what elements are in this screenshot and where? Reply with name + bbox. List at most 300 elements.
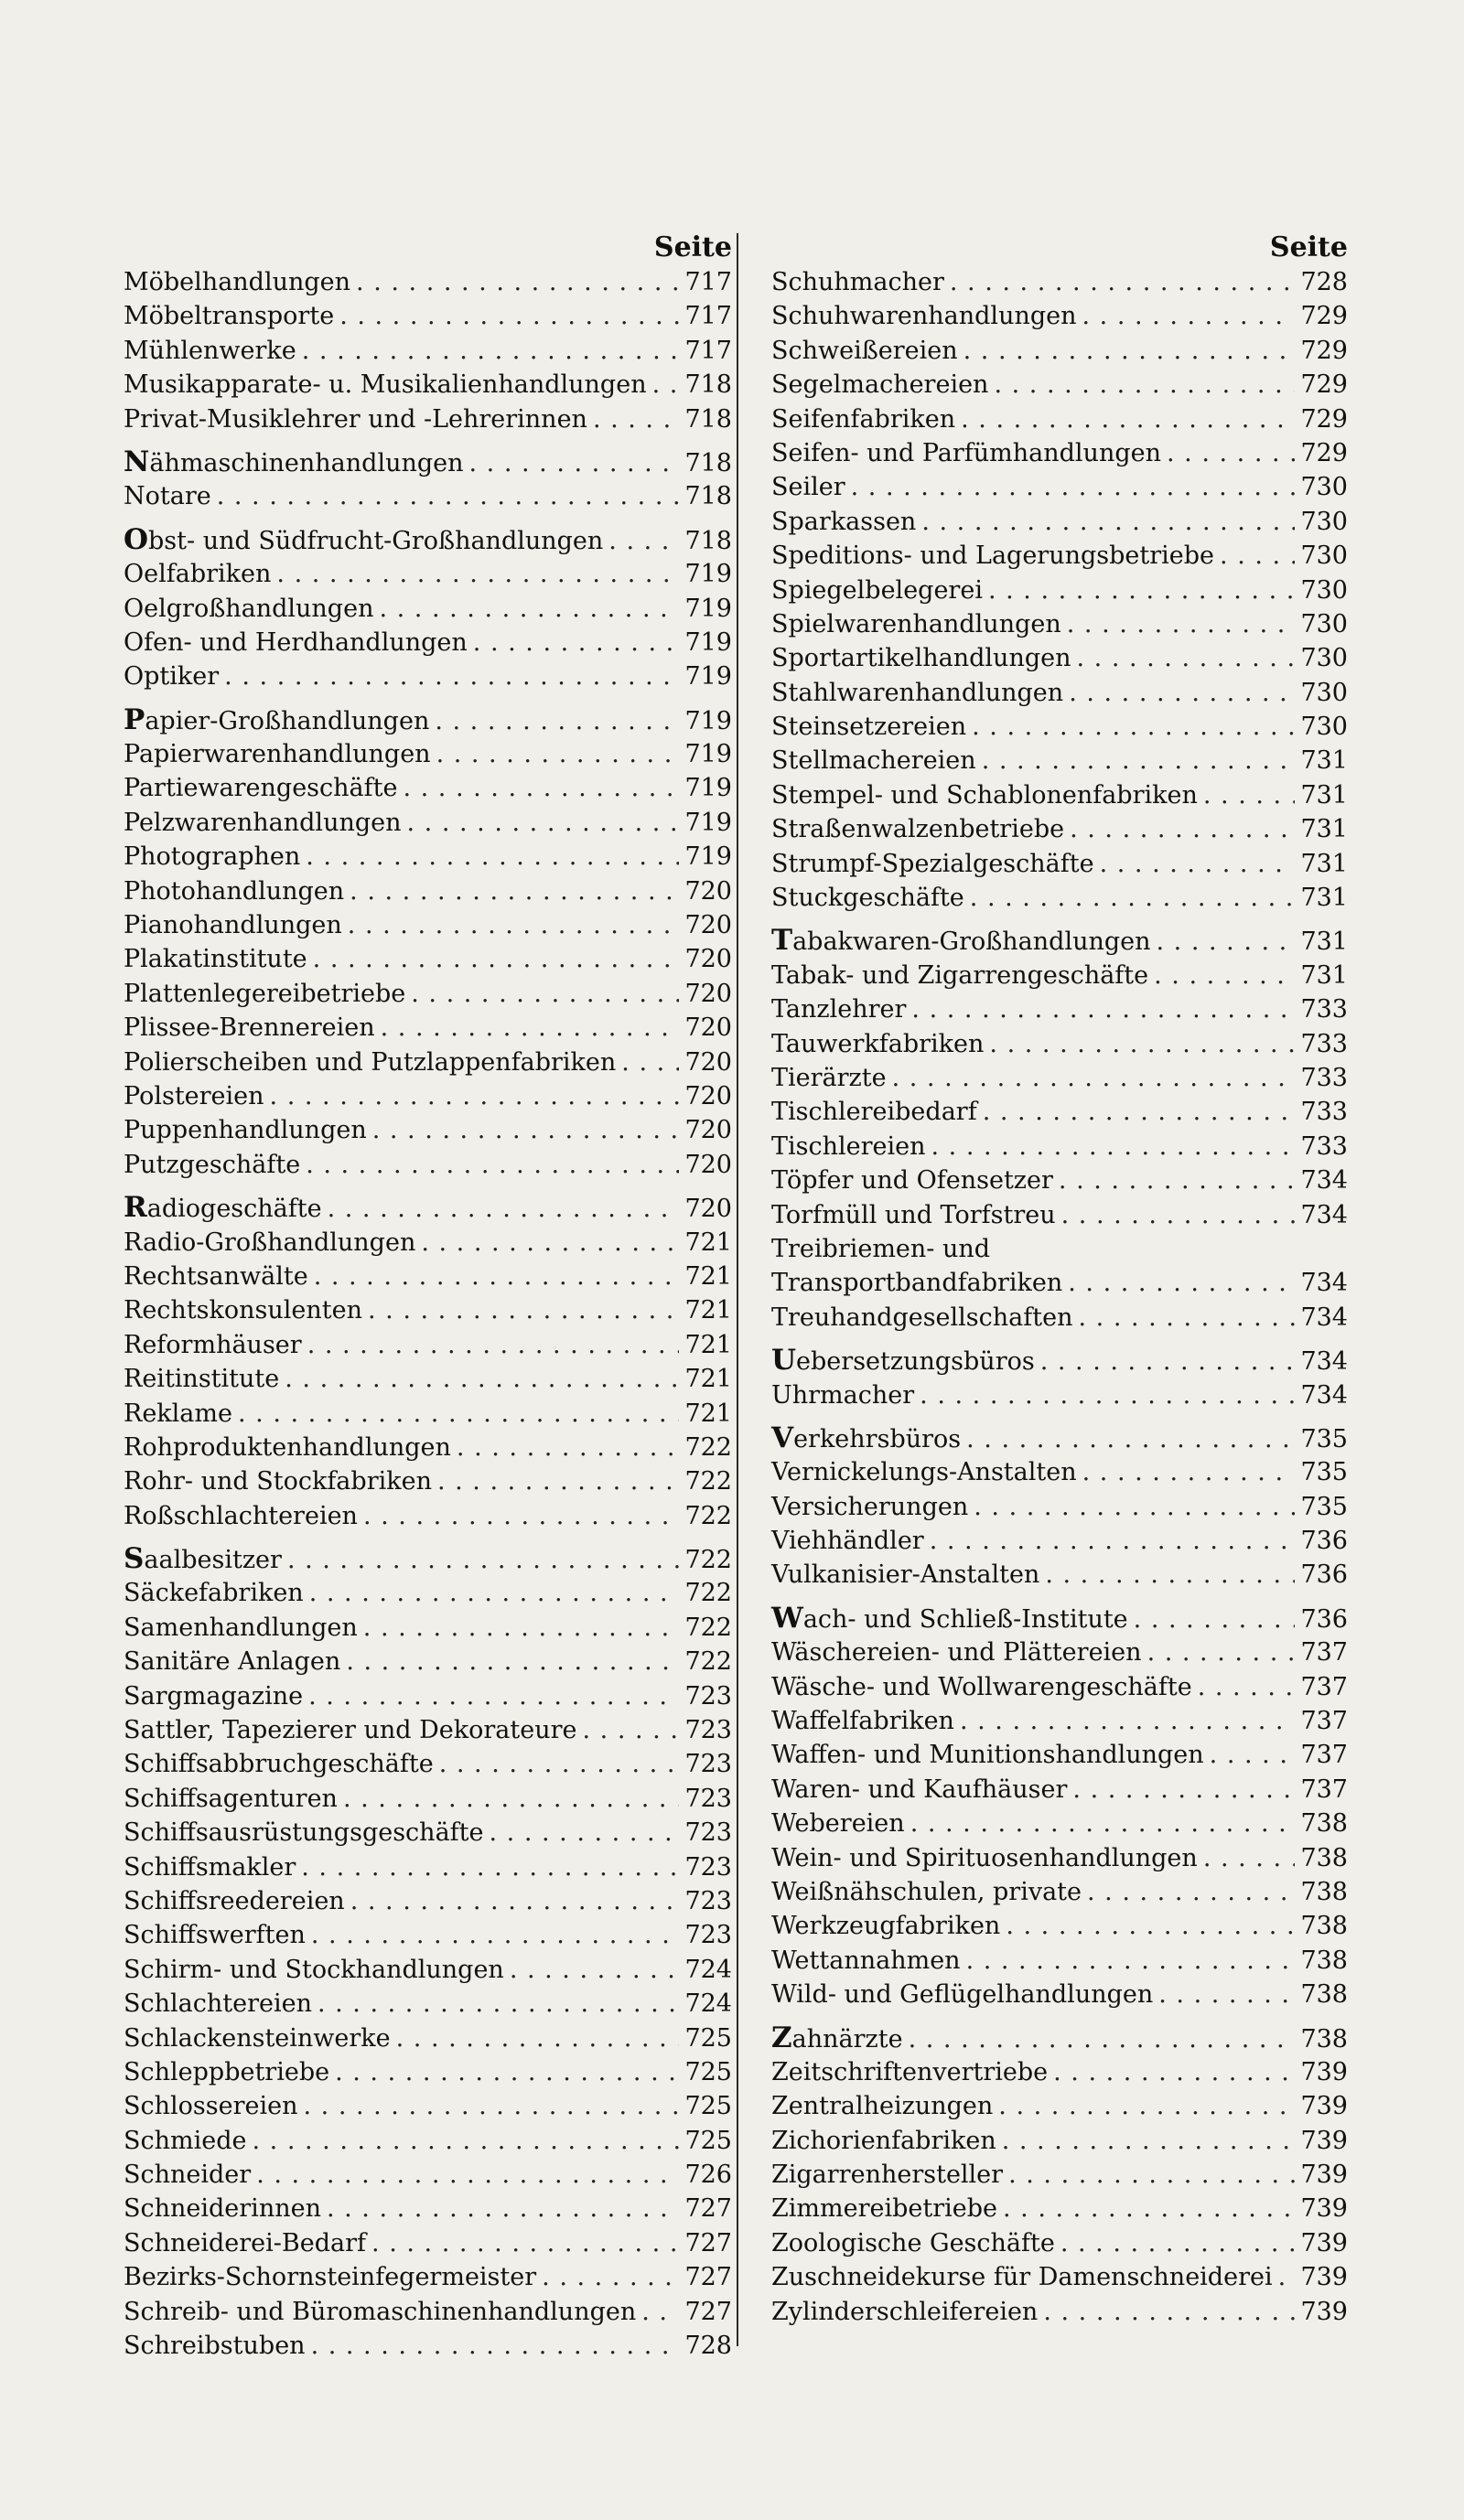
index-entry xyxy=(771,2295,1348,2329)
entry-page-number: 719 xyxy=(684,560,732,589)
dot-leader xyxy=(1167,436,1295,470)
entry-label: Schiffswerften xyxy=(124,1921,306,1950)
entry-label: Notare xyxy=(124,482,211,511)
index-entry xyxy=(771,436,1348,470)
entry-label: Uebersetzungsbüros xyxy=(771,1344,1035,1378)
entry-page-number: 721 xyxy=(684,1296,732,1325)
dot-leader xyxy=(350,874,679,908)
dot-leader xyxy=(963,334,1296,368)
dot-leader xyxy=(961,402,1295,436)
entry-page-number: 733 xyxy=(1300,1098,1348,1127)
dot-leader xyxy=(217,479,680,513)
entry-page-number: 729 xyxy=(1300,370,1348,400)
dot-leader xyxy=(363,1611,680,1645)
dot-leader xyxy=(1053,2055,1295,2089)
entry-label: Nähmaschinenhandlungen xyxy=(124,445,464,478)
entry-label: Schiffsagenturen xyxy=(124,1784,338,1813)
entry-label: Schirm- und Stockhandlungen xyxy=(124,1955,504,1984)
index-entry xyxy=(771,1301,1348,1335)
index-entry xyxy=(771,402,1348,436)
entry-page-number: 735 xyxy=(1300,1458,1348,1487)
dot-leader xyxy=(1068,1266,1295,1300)
dot-leader xyxy=(1158,1978,1295,2011)
entry-page-number: 733 xyxy=(1300,1131,1348,1161)
entry-label: Seifenfabriken xyxy=(771,404,956,434)
dot-leader xyxy=(1210,1738,1296,1772)
dot-leader xyxy=(892,1061,1296,1095)
dot-leader xyxy=(421,1226,679,1260)
entry-page-number: 720 xyxy=(684,979,732,1008)
index-entry xyxy=(124,2260,732,2294)
index-entry xyxy=(771,1344,1348,1378)
dot-leader xyxy=(1082,1455,1296,1489)
dot-leader xyxy=(343,1782,680,1816)
index-entry xyxy=(124,1148,732,1182)
entry-label: Seiler xyxy=(771,473,845,502)
entry-page-number: 738 xyxy=(1300,1980,1348,2010)
entry-label: Transportbandfabriken xyxy=(771,1269,1063,1298)
index-entry xyxy=(124,1011,732,1045)
entry-label: Putzgeschäfte xyxy=(124,1150,301,1179)
entry-label: Zeitschriftenvertriebe xyxy=(771,2057,1049,2086)
entry-page-number: 733 xyxy=(1300,1029,1348,1058)
index-entry xyxy=(771,1266,1348,1300)
entry-page-number: 735 xyxy=(1300,1424,1348,1453)
entry-label: Musikapparate- u. Musikalienhandlungen xyxy=(124,370,647,400)
dot-leader xyxy=(1069,676,1295,710)
dot-leader xyxy=(542,2260,679,2294)
entry-label: Stempel- und Schablonenfabriken xyxy=(771,780,1198,810)
index-entry xyxy=(771,505,1348,539)
dot-leader xyxy=(435,704,679,738)
entry-label: Strumpf-Spezialgeschäfte xyxy=(771,849,1094,878)
entry-label: Polstereien xyxy=(124,1081,264,1110)
entry-page-number: 734 xyxy=(1300,1347,1348,1377)
dot-leader xyxy=(1006,1909,1295,1943)
entry-label: Schiffsausrüstungsgeschäfte xyxy=(124,1818,484,1848)
index-entry xyxy=(771,2089,1348,2123)
entry-page-number: 737 xyxy=(1300,1707,1348,1736)
entry-label: Photographen xyxy=(124,842,301,872)
entry-page-number: 725 xyxy=(684,2092,732,2121)
index-entry xyxy=(124,1850,732,1884)
index-entry xyxy=(771,265,1348,299)
entry-label: Seifen- und Parfümhandlungen xyxy=(771,438,1161,467)
entry-label: Vulkanisier-Anstalten xyxy=(771,1560,1040,1590)
entry-page-number: 739 xyxy=(1300,2126,1348,2155)
entry-page-number: 725 xyxy=(684,2023,732,2053)
index-entry xyxy=(124,1464,732,1498)
entry-page-number: 718 xyxy=(684,526,732,555)
index-entry xyxy=(771,2226,1348,2260)
dot-leader xyxy=(403,771,679,805)
entry-page-number: 720 xyxy=(684,911,732,940)
dot-leader xyxy=(988,574,1296,607)
entry-page-number: 735 xyxy=(1300,1492,1348,1521)
entry-page-number: 730 xyxy=(1300,575,1348,605)
entry-page-number: 734 xyxy=(1300,1303,1348,1332)
entry-label: Plattenlegereibetriebe xyxy=(124,979,406,1008)
page-column-header: Seite xyxy=(653,231,732,263)
dot-leader xyxy=(469,446,680,480)
dot-leader xyxy=(909,2022,1296,2056)
index-entry xyxy=(771,1558,1348,1592)
dot-leader xyxy=(998,2089,1295,2123)
entry-page-number: 718 xyxy=(684,482,732,511)
index-entry xyxy=(124,1397,732,1431)
entry-label: Stellmachereien xyxy=(771,746,976,776)
entry-page-number: 720 xyxy=(684,1013,732,1043)
dot-leader xyxy=(910,1807,1296,1840)
entry-page-number: 719 xyxy=(684,774,732,803)
entry-label: Oelfabriken xyxy=(124,560,272,589)
entry-label: Radio-Großhandlungen xyxy=(124,1228,416,1257)
index-entry xyxy=(771,1602,1348,1635)
index-entry xyxy=(771,1095,1348,1129)
dot-leader xyxy=(437,1464,679,1498)
index-entry xyxy=(124,2158,732,2192)
index-entry xyxy=(124,2226,732,2260)
entry-page-number: 725 xyxy=(684,2057,732,2086)
entry-page-number: 731 xyxy=(1300,928,1348,957)
entry-page-number: 737 xyxy=(1300,1775,1348,1804)
index-entry xyxy=(771,1738,1348,1772)
index-entry xyxy=(771,1909,1348,1943)
entry-page-number: 720 xyxy=(684,876,732,906)
entry-page-number: 731 xyxy=(1300,746,1348,776)
dot-leader xyxy=(1203,1841,1296,1875)
dot-leader xyxy=(1002,2124,1296,2158)
index-entry xyxy=(771,299,1348,333)
entry-page-number: 731 xyxy=(1300,849,1348,878)
entry-label: Photohandlungen xyxy=(124,876,345,906)
entry-page-number: 739 xyxy=(1300,2194,1348,2224)
entry-label: Zigarrenhersteller xyxy=(771,2161,1004,2190)
dot-leader xyxy=(276,557,679,591)
index-entry xyxy=(771,1773,1348,1807)
entry-page-number: 727 xyxy=(684,2297,732,2326)
entry-label: Rechtsanwälte xyxy=(124,1261,308,1291)
index-entry xyxy=(771,881,1348,915)
entry-label: Radiogeschäfte xyxy=(124,1191,322,1225)
entry-label: Schiffsmakler xyxy=(124,1852,296,1882)
dot-leader xyxy=(1060,2226,1296,2260)
entry-page-number: 722 xyxy=(684,1432,732,1462)
index-entry xyxy=(771,470,1348,504)
entry-page-number: 724 xyxy=(684,1955,732,1984)
entry-label: Papierwarenhandlungen xyxy=(124,740,431,769)
dot-leader xyxy=(356,265,679,299)
entry-label: Möbelhandlungen xyxy=(124,268,351,296)
entry-page-number: 738 xyxy=(1300,1877,1348,1906)
entry-page-number: 722 xyxy=(684,1579,732,1608)
entry-label: Partiewarengeschäfte xyxy=(124,774,398,803)
entry-label: Zahnärzte xyxy=(771,2021,903,2054)
dot-leader xyxy=(363,1499,680,1533)
entry-page-number: 720 xyxy=(684,1195,732,1224)
entry-page-number: 730 xyxy=(1300,609,1348,638)
entry-label: Wein- und Spirituosenhandlungen xyxy=(771,1843,1198,1872)
index-entry xyxy=(124,1079,732,1113)
entry-page-number: 736 xyxy=(1300,1604,1348,1634)
dot-leader xyxy=(510,1953,680,1987)
entry-page-number: 719 xyxy=(684,740,732,769)
dot-leader xyxy=(1061,1198,1296,1232)
entry-label: Wild- und Geflügelhandlungen xyxy=(771,1980,1154,2010)
dot-leader xyxy=(593,402,680,436)
entry-label: Säckefabriken xyxy=(124,1579,304,1608)
entry-page-number: 722 xyxy=(684,1501,732,1530)
index-entry xyxy=(771,334,1348,368)
index-entry xyxy=(771,574,1348,607)
index-entry xyxy=(124,2055,732,2089)
entry-label: Schlackensteinwerke xyxy=(124,2023,391,2053)
index-entry xyxy=(124,265,732,299)
dot-leader xyxy=(335,2055,679,2089)
entry-label: Uhrmacher xyxy=(771,1380,915,1410)
dot-leader xyxy=(1203,778,1296,812)
index-entry xyxy=(771,992,1348,1026)
index-entry xyxy=(771,368,1348,402)
index-entry xyxy=(124,1679,732,1713)
dot-leader xyxy=(1198,1670,1296,1704)
dot-leader xyxy=(1157,925,1296,959)
index-column-right xyxy=(771,231,1348,2329)
index-entry xyxy=(124,334,732,368)
index-entry xyxy=(124,2192,732,2225)
entry-page-number: 738 xyxy=(1300,1912,1348,1941)
dot-leader xyxy=(1003,2192,1295,2225)
entry-label: Spiegelbelegerei xyxy=(771,575,983,605)
entry-label: Reitinstitute xyxy=(124,1365,280,1394)
entry-page-number: 723 xyxy=(684,1784,732,1813)
entry-label: Schreib- und Büromaschinenhandlungen xyxy=(124,2297,637,2326)
entry-page-number: 721 xyxy=(684,1261,732,1291)
entry-label: Schiffsabbruchgeschäfte xyxy=(124,1750,434,1779)
index-entry xyxy=(124,1046,732,1079)
dot-leader xyxy=(1087,1875,1295,1909)
dot-leader xyxy=(381,1011,680,1045)
entry-label: Optiker xyxy=(124,662,220,692)
entry-label: Schweißereien xyxy=(771,336,958,365)
dot-leader xyxy=(287,1543,680,1577)
entry-label: Speditions- und Lagerungsbetriebe xyxy=(771,542,1215,571)
entry-label: Tanzlehrer xyxy=(771,995,907,1024)
index-entry xyxy=(124,368,732,402)
entry-page-number: 718 xyxy=(684,448,732,477)
dot-leader xyxy=(311,2329,680,2363)
index-entry xyxy=(771,1421,1348,1455)
entry-label: Möbeltransporte xyxy=(124,302,335,331)
entry-label: Webereien xyxy=(771,1809,905,1839)
entry-page-number: 724 xyxy=(684,1989,732,2019)
entry-page-number: 720 xyxy=(684,1081,732,1110)
index-entry xyxy=(124,2295,732,2329)
index-entry xyxy=(124,1953,732,1987)
index-entry xyxy=(771,1944,1348,1978)
dot-leader xyxy=(411,977,679,1011)
dot-leader xyxy=(950,265,1296,299)
index-entry xyxy=(771,2124,1348,2158)
dot-leader xyxy=(930,1524,1296,1558)
dot-leader xyxy=(1059,1163,1296,1197)
index-entry xyxy=(124,1816,732,1850)
entry-label: Schiffsreedereien xyxy=(124,1886,345,1915)
entry-label: Zichorienfabriken xyxy=(771,2126,996,2155)
dot-leader xyxy=(285,1362,679,1396)
entry-page-number: 719 xyxy=(684,627,732,657)
entry-page-number: 727 xyxy=(684,2194,732,2224)
index-entry xyxy=(124,2329,732,2363)
index-entry xyxy=(124,445,732,479)
entry-label: Weißnähschulen, private xyxy=(771,1877,1082,1906)
index-entry xyxy=(124,659,732,693)
entry-page-number: 725 xyxy=(684,2126,732,2155)
dot-leader xyxy=(457,1431,680,1464)
entry-label: Samenhandlungen xyxy=(124,1613,358,1642)
entry-page-number: 721 xyxy=(684,1399,732,1428)
entry-page-number: 719 xyxy=(684,842,732,872)
index-entry xyxy=(124,942,732,976)
dot-leader xyxy=(1147,1635,1296,1669)
dot-leader xyxy=(396,2021,680,2055)
entry-label: Wach- und Schließ-Institute xyxy=(771,1601,1128,1635)
dot-leader xyxy=(921,505,1295,539)
entry-label: Zuschneidekurse für Damenschneiderei xyxy=(771,2263,1273,2292)
entry-label: Plissee-Brennereien xyxy=(124,1013,375,1043)
entry-page-number: 722 xyxy=(684,1647,732,1677)
dot-leader xyxy=(1008,2158,1295,2192)
dot-leader xyxy=(256,2158,679,2192)
index-entry xyxy=(124,1576,732,1610)
dot-leader xyxy=(1045,1558,1295,1592)
entry-label: Schreibstuben xyxy=(124,2332,306,2361)
entry-page-number: 737 xyxy=(1300,1741,1348,1770)
entry-page-number: 719 xyxy=(684,706,732,735)
entry-label: Wäsche- und Wollwarengeschäfte xyxy=(771,1672,1192,1701)
index-entry xyxy=(124,1645,732,1678)
entry-page-number: 726 xyxy=(684,2161,732,2190)
dot-leader xyxy=(1070,812,1295,846)
dot-leader xyxy=(621,1046,679,1079)
entry-page-number: 729 xyxy=(1300,336,1348,365)
index-entry xyxy=(771,2192,1348,2225)
dot-leader xyxy=(302,334,680,368)
entry-label: Tierärzte xyxy=(771,1063,887,1092)
entry-page-number: 729 xyxy=(1300,404,1348,434)
entry-page-number: 718 xyxy=(684,404,732,434)
index-entry xyxy=(771,1378,1348,1412)
index-entry xyxy=(124,1260,732,1293)
entry-page-number: 721 xyxy=(684,1330,732,1359)
entry-label: Reklame xyxy=(124,1399,232,1428)
dot-leader xyxy=(966,1422,1295,1456)
entry-page-number: 737 xyxy=(1300,1638,1348,1667)
entry-page-number: 730 xyxy=(1300,713,1348,742)
dot-leader xyxy=(1154,959,1295,992)
entry-label: Privat-Musiklehrer und -Lehrerinnen xyxy=(124,404,587,434)
dot-leader xyxy=(309,1576,680,1610)
entry-label: Pelzwarenhandlungen xyxy=(124,808,402,837)
index-entry xyxy=(771,2021,1348,2055)
entry-page-number: 717 xyxy=(684,336,732,365)
index-entry xyxy=(124,1226,732,1260)
entry-page-number: 731 xyxy=(1300,960,1348,990)
index-entry xyxy=(771,778,1348,812)
entry-label: Waren- und Kaufhäuser xyxy=(771,1775,1068,1804)
index-entry xyxy=(124,1499,732,1533)
entry-page-number: 720 xyxy=(684,1047,732,1077)
index-list xyxy=(124,265,732,2363)
dot-leader xyxy=(306,1148,679,1182)
entry-label: Sparkassen xyxy=(771,507,917,536)
index-entry xyxy=(124,2089,732,2123)
dot-leader xyxy=(1220,539,1295,573)
index-entry xyxy=(771,1061,1348,1095)
entry-page-number: 719 xyxy=(684,594,732,623)
dot-leader xyxy=(1072,1773,1295,1807)
entry-page-number: 738 xyxy=(1300,2024,1348,2054)
entry-page-number: 718 xyxy=(684,370,732,400)
dot-leader xyxy=(920,1378,1295,1412)
page-column-header: Seite xyxy=(1269,231,1348,263)
entry-page-number: 729 xyxy=(1300,438,1348,467)
entry-label: Tabakwaren-Großhandlungen xyxy=(771,924,1151,958)
dot-leader xyxy=(641,2295,679,2329)
dot-leader xyxy=(439,1747,680,1781)
dot-leader xyxy=(253,2124,680,2158)
entry-label: Puppenhandlungen xyxy=(124,1116,367,1145)
index-entry xyxy=(124,1542,732,1576)
entry-label: Schneider xyxy=(124,2161,252,2190)
entry-label: Vernickelungs-Anstalten xyxy=(771,1458,1077,1487)
index-entry xyxy=(124,908,732,942)
dot-leader xyxy=(350,1884,680,1918)
entry-page-number: 722 xyxy=(684,1467,732,1496)
index-entry xyxy=(771,1978,1348,2011)
entry-page-number: 720 xyxy=(684,1150,732,1179)
entry-label: Waffen- und Munitionshandlungen xyxy=(771,1741,1204,1770)
entry-label: Pianohandlungen xyxy=(124,911,342,940)
dot-leader xyxy=(1100,847,1296,881)
entry-page-number: 717 xyxy=(684,268,732,296)
dot-leader xyxy=(911,992,1295,1026)
entry-page-number: 730 xyxy=(1300,507,1348,536)
entry-page-number: 734 xyxy=(1300,1200,1348,1229)
dot-leader xyxy=(1040,1345,1296,1378)
entry-page-number: 720 xyxy=(684,945,732,974)
entry-page-number: 739 xyxy=(1300,2297,1348,2326)
entry-page-number: 723 xyxy=(684,1852,732,1882)
dot-leader xyxy=(652,368,680,402)
dot-leader xyxy=(313,942,680,976)
entry-page-number: 730 xyxy=(1300,542,1348,571)
index-entry xyxy=(124,2124,732,2158)
entry-page-number: 738 xyxy=(1300,1809,1348,1839)
column-divider xyxy=(737,233,738,2346)
entry-page-number: 719 xyxy=(684,808,732,837)
entry-label: Obst- und Südfrucht-Großhandlungen xyxy=(124,522,604,556)
entry-page-number: 739 xyxy=(1300,2161,1348,2190)
entry-label: Tauwerkfabriken xyxy=(771,1029,985,1058)
dot-leader xyxy=(983,1095,1296,1129)
index-entry xyxy=(124,1611,732,1645)
entry-page-number: 721 xyxy=(684,1365,732,1394)
entry-label: Tischlereien xyxy=(771,1131,926,1161)
entry-page-number: 723 xyxy=(684,1750,732,1779)
entry-page-number: 731 xyxy=(1300,815,1348,844)
entry-label: Stuckgeschäfte xyxy=(771,884,964,913)
